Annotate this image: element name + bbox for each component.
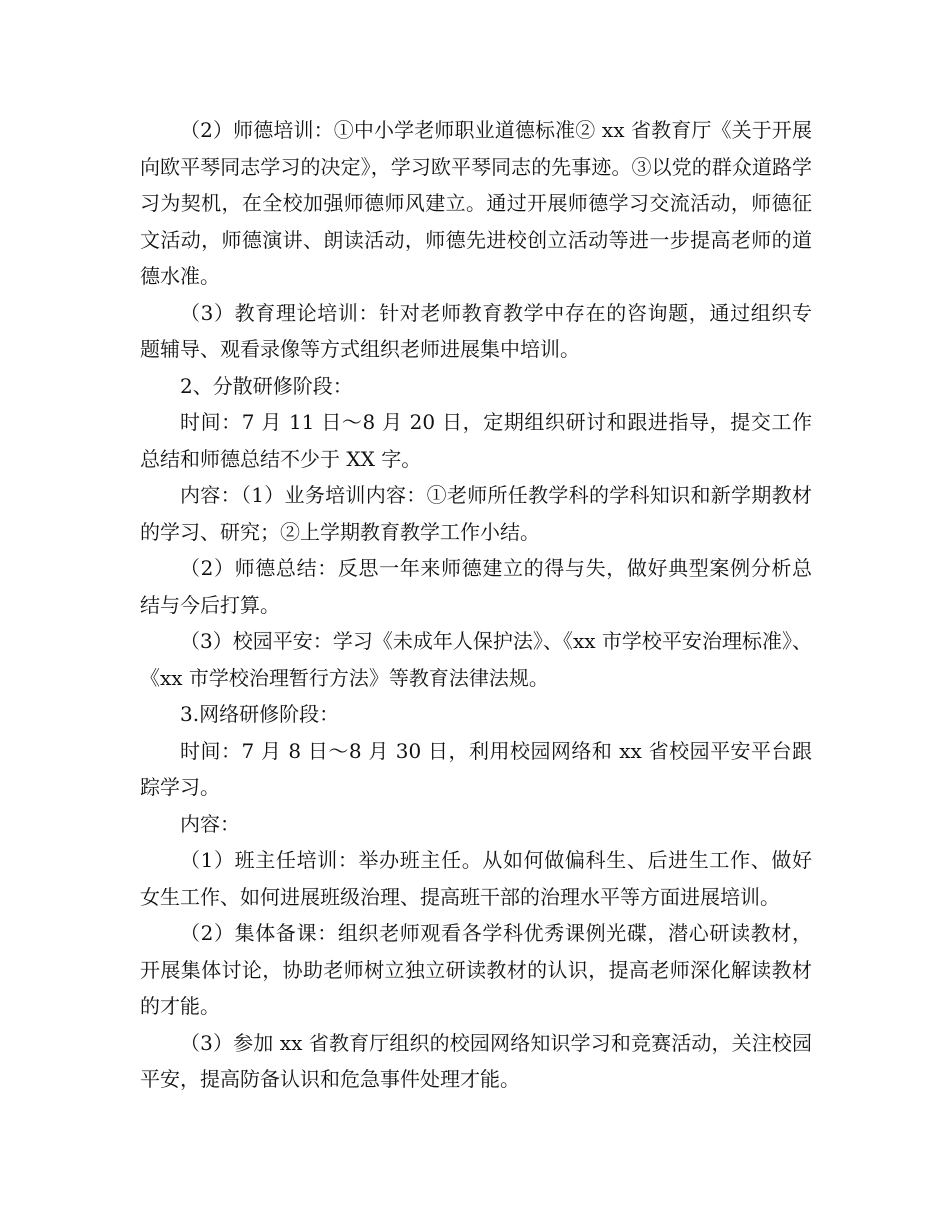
paragraph-collective-lesson-prep: （2）集体备课：组织老师观看各学科优秀课例光碟，潜心研读教材，开展集体讨论，协助老师树立独立研读教材的认识，提高老师深化解读教材的才能。 — [140, 921, 812, 1018]
paragraph-network-content-label: 内容： — [180, 811, 240, 836]
paragraph-campus-safety: （3）校园平安：学习《未成年人保护法》、《xx 市学校平安治理标准》、《xx 市学校治理暂行方法》等教育法律法规。 — [140, 629, 812, 690]
section-heading-network-study: 3.网络研修阶段： — [180, 702, 340, 726]
paragraph-ethics-training: （2）师德培训：①中小学老师职业道德标准② xx 省教育厅《关于开展向欧平琴同志学习的决定》，学习欧平琴同志的先事迹。③以党的群众道路学习为契机，在全校加强师德师风建立。通过开展师德学习交流活动，师德征文活动，师德演讲、朗读活动，师德先进校创立活动等进一步提高老师的道德水准。 — [140, 118, 812, 288]
paragraph-distributed-time: 时间：7 月 11 日～8 月 20 日，定期组织研讨和跟进指导，提交工作总结和师德总结不少于 XX 字。 — [140, 410, 812, 471]
paragraph-network-competition: （3）参加 xx 省教育厅组织的校园网络知识学习和竞赛活动，关注校园平安，提高防备认识和危急事件处理才能。 — [140, 1030, 812, 1091]
paragraph-network-time: 时间：7 月 8 日～8 月 30 日，利用校园网络和 xx 省校园平安平台跟踪学习。 — [140, 738, 812, 799]
paragraph-head-teacher-training: （1）班主任培训：举办班主任。从如何做偏科生、后进生工作、做好女生工作、如何进展班级治理、提高班干部的治理水平等方面进展培训。 — [140, 848, 812, 909]
paragraph-ethics-summary: （2）师德总结：反思一年来师德建立的得与失，做好典型案例分析总结与今后打算。 — [140, 556, 812, 617]
section-heading-distributed-study: 2、分散研修阶段： — [180, 373, 353, 398]
paragraph-distributed-content: 内容：（1）业务培训内容：①老师所任教学科的学科知识和新学期教材的学习、研究；②上学期教育教学工作小结。 — [140, 483, 812, 544]
document-body — [140, 112, 812, 1098]
paragraph-education-theory: （3）教育理论培训：针对老师教育教学中存在的咨询题，通过组织专题辅导、观看录像等方式组织老师进展集中培训。 — [140, 300, 812, 361]
